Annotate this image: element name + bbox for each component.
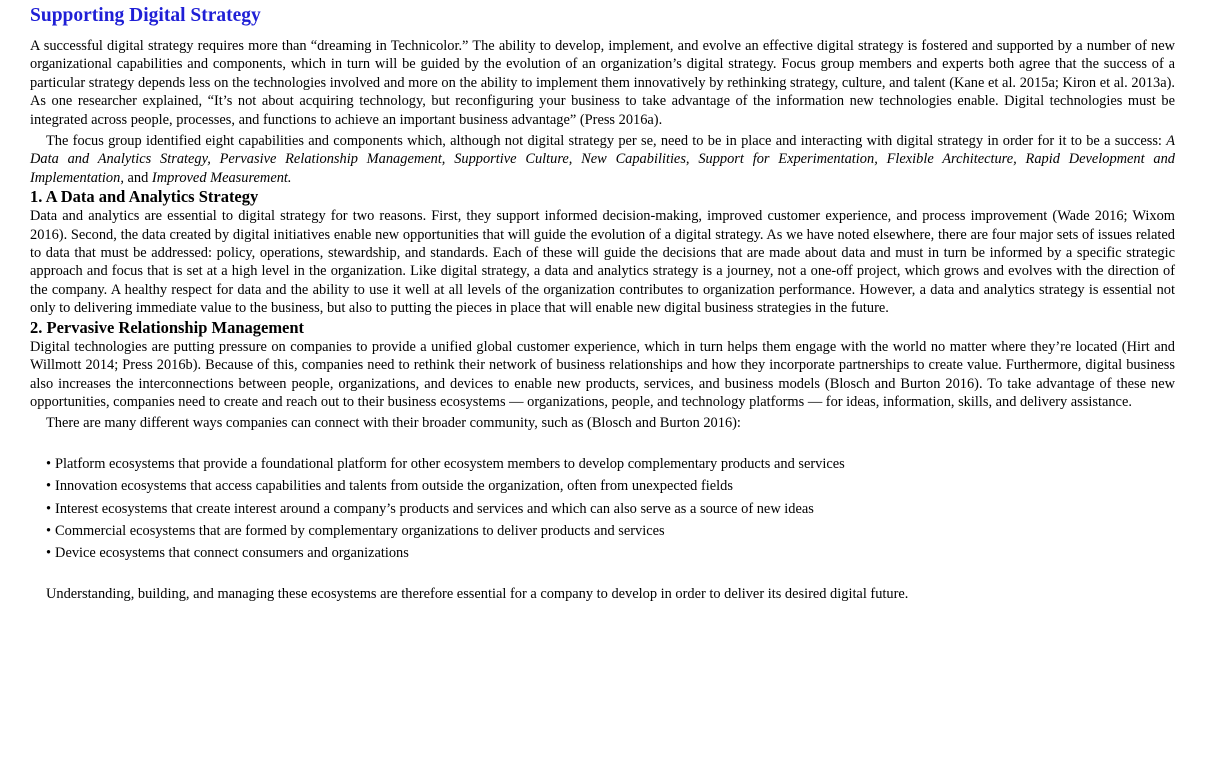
ecosystem-list [46,453,1175,565]
capabilities-last-text: Improved Measurement. [151,169,292,186]
section-1-body: Data and analytics are essential to digital strategy for two reasons. First, they support informed decision-making, improved customer experience, and process improvement (Wade 2016; Wixom 2016). Second, the data created by digital initiatives enable new opportunities that will guide the evolution of a digital strategy. As we have noted elsewhere, there are four major sets of issues related to data that must be addressed: policy, operations, stewardship, and standards. Each of these will guide the decisions that are made about data and must in turn be informed by a specific strategic approach and focus that is set at a high level in the organization. Like digital strategy, a data and analytics strategy is a journey, not a one-off project, which grows and evolves with the direction of the company. A healthy respect for data and the ability to use it well at all levels of the organization contributes to organization performance. However, a data and analytics strategy is essential not only to delivering immediate value to the business, but also to putting the pieces in place that will enable new digital business strategies in the future. [30,208,1175,317]
list-item: • Commercial ecosystems that are formed by complementary organizations to deliver products and services [46,520,1175,542]
section-heading-data-analytics: 1. A Data and Analytics Strategy [30,187,259,207]
list-item: • Innovation ecosystems that access capabilities and talents from outside the organization, often from unexpected fields [46,475,1175,497]
section-2-lead-in: There are many different ways companies can connect with their broader community, such as (Blosch and Burton 2016): [46,415,741,432]
list-item: • Device ecosystems that connect consumers and organizations [46,542,1175,564]
intro-paragraph-1: A successful digital strategy requires more than “dreaming in Technicolor.” The ability to develop, implement, and evolve an effective digital strategy is fostered and supported by a number of new organizational capabilities and components, which in turn will be guided by the evolution of an organization’s digital strategy. Focus group members and experts both agree that the success of a particular strategy depends less on the technologies involved and more on the ability to implement them innovatively by rethinking strategy, culture, and talent (Kane et al. 2015a; Kiron et al. 2013a). As one researcher explained, “It’s not about acquiring technology, but reconfiguring your business to take advantage of the information new technologies enable. Digital technologies must be integrated across people, processes, and functions to achieve an important business advantage” (Press 2016a). [30,38,1175,128]
intro-and-text: and [123,169,152,186]
list-item: • Platform ecosystems that provide a foundational platform for other ecosystem members to develop complementary products and services [46,453,1175,475]
intro-paragraph-2 [30,132,1175,187]
section-heading-relationship-management: 2. Pervasive Relationship Management [30,317,305,337]
section-2-body: Digital technologies are putting pressure on companies to provide a unified global customer experience, which in turn helps them engage with the world no matter where they’re located (Hirt and Willmott 2014; Press 2016b). Because of this, companies need to rethink their network of business relationships and how they incorporate partnerships to create value. Furthermore, digital business also increases the interconnections between people, organizations, and devices to enable new products, services, and business models (Blosch and Burton 2016). To take advantage of these new opportunities, companies need to create and reach out to their business ecosystems — organizations, people, and technology platforms — for ideas, information, skills, and delivery assistance. [30,338,1175,410]
list-item: • Interest ecosystems that create interest around a company’s products and services and which can also serve as a source of new ideas [46,498,1175,520]
page-title: Supporting Digital Strategy [30,5,261,26]
capabilities-list-text: A Data and Analytics Strategy, Pervasive Relationship Management, Supportive Culture, New Capabilities, Support for Experimentation, Flexible Architecture, Rapid Development and Implementation, [30,133,1175,186]
section-2-closing: Understanding, building, and managing these ecosystems are therefore essential for a company to develop in order to deliver its desired digital future. [46,585,909,602]
intro-lead-text: The focus group identified eight capabilities and components which, although not digital strategy per se, need to be in place and interacting with digital strategy in order for it to be a success: [46,133,1167,150]
